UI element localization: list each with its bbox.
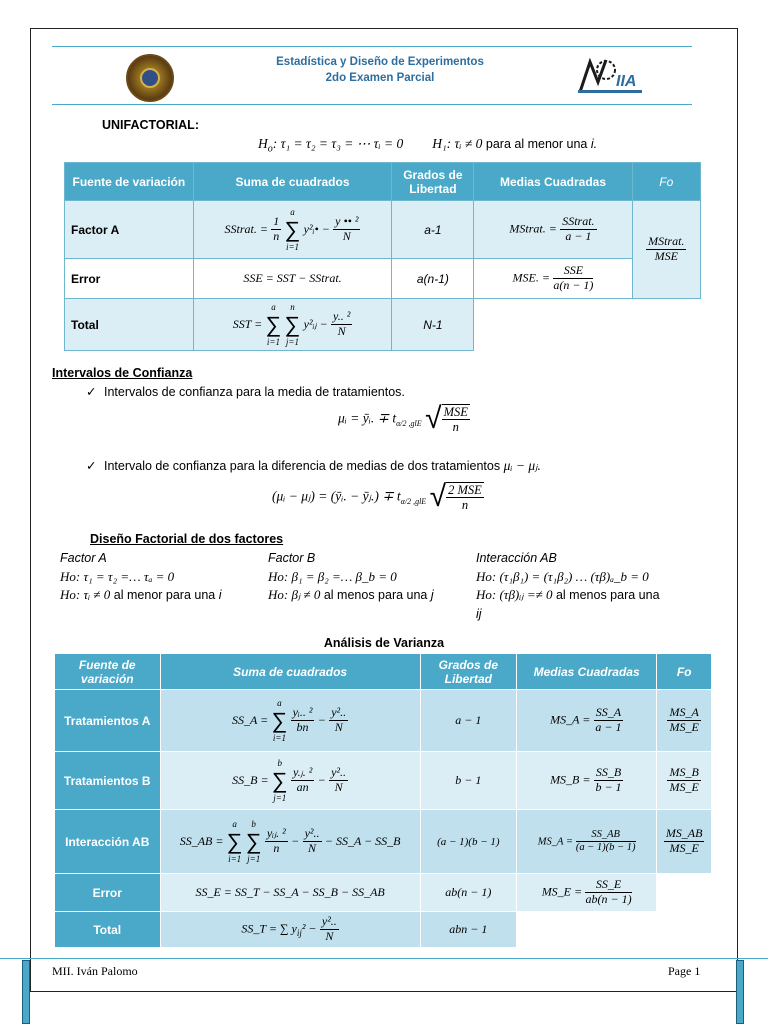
h0-equation: : τ₁ = τ₂ = τ₃ = ⋯ τᵢ = 0 [272,136,404,151]
t1-ss-error: SSE = SST − SStrat. [193,259,392,299]
interaction-h0: Ho: (τ₁β₁) = (τ₁β₂) … (τβ)ₐ_b = 0 [476,569,649,584]
interaction-h1: Ho: (τβ)ᵢⱼ =≠ 0 al menos para una [476,587,660,602]
header-subtitle: 2do Examen Parcial [325,72,435,84]
intervalos-item1: ✓ Intervalos de confianza para la media de tratamientos. [86,385,405,399]
t2-header-grados: Grados de Libertad [420,654,516,690]
t1-header-fo: Fo [632,163,701,201]
intervalos-formula2: (μᵢ − μⱼ) = (ȳᵢ. − ȳⱼ.) ∓ $t_{\alpha/2 ,glE}$ √ $\frac{\text{2 MSE}}{n}$ [272,480,482,513]
t1-ss-factor: SStrat. = $\frac{1}{n}$ a ∑ i=1 y²ᵢ• − $\frac{\text{y •• ²}}{N}$ [193,201,392,259]
factor-a-h0: Ho: τ₁ = τ₂ =… τₐ = 0 [60,569,175,584]
t1-row-error [65,259,701,299]
logo-text: IIA [616,73,637,90]
checkmark-icon: ✓ [86,459,97,473]
t1-gl-error: a(n-1) [392,259,474,299]
checkmark-icon: ✓ [86,385,97,399]
h0-symbol: H [258,136,268,151]
interaction-h1-var: ij [476,607,482,621]
header-top-rule [52,46,692,47]
header-bottom-rule [52,104,692,105]
anova-table-unifactorial [64,162,701,351]
t2-ss-error: SS_E = SS_T − SS_A − SS_B − SS_AB [160,874,420,912]
intervalos-formula1: μᵢ = ȳᵢ. ∓ $t_{\alpha/2 ,glE}$ √ $\frac{\text{MSE}}{n}$ [338,402,468,435]
factor-b-h1: Ho: βⱼ ≠ 0 al menos para una j [268,587,434,602]
iia-logo [576,52,648,96]
t1-header-medias: Medias Cuadradas [474,163,632,201]
t1-fo: $\frac{\text{MStrat.}}{\text{MSE}}$ [632,201,701,299]
t1-mc-error: MSE. = $\frac{\text{SSE}}{a(n - 1)}$ [474,259,632,299]
unifactorial-hypotheses: $H_o$: τ₁ = τ₂ = τ₃ = ⋯ τᵢ = 0 H₁: τᵢ ≠ 0 para al menor una i. [258,136,598,155]
h1-text: para al menor una [485,137,588,151]
intervalos-item2: ✓ Intervalo de confianza para la diferencia de medias de dos tratamientos μᵢ − μⱼ. [86,458,541,473]
interaction-title: Interacción AB [476,551,557,565]
t2-gl-ab: (a − 1)(b − 1) [420,810,516,874]
t1-gl-total: N-1 [392,299,474,351]
t1-header-grados: Grados de Libertad [392,163,474,201]
t2-ss-b: SS_B = b ∑ j=1 $\frac{\text{y.ⱼ. ²}}{an}$ − $\frac{\text{y²..}}{N}$ [160,752,420,810]
t2-fo-ab: $\frac{MS\_AB}{MS\_E}$ [657,810,712,874]
t2-row-a [55,690,712,752]
anova-title: Análisis de Varianza [323,636,445,650]
factorial-heading: Diseño Factorial de dos factores [90,532,284,546]
footer-page-number: Page 1 [668,964,701,978]
t1-gl-factor: a-1 [392,201,474,259]
university-seal-logo [126,54,174,102]
t2-ss-a: SS_A = a ∑ i=1 $\frac{\text{yᵢ.. ²}}{bn}$ − $\frac{\text{y²..}}{N}$ [160,690,420,752]
t2-mc-error: MS_E = $\frac{SS\_E}{ab(n - 1)}$ [516,874,656,912]
t2-header-fo: Fo [657,654,712,690]
t2-mc-b: MS_B = $\frac{SS\_B}{b - 1}$ [516,752,656,810]
t1-row-total [65,299,701,351]
t2-gl-total: abn − 1 [420,912,516,948]
t2-fuente-error: Error [55,874,161,912]
t2-header-medias: Medias Cuadradas [516,654,656,690]
t2-gl-a: a − 1 [420,690,516,752]
factor-b-h0: Ho: β₁ = β₂ =… β_b = 0 [268,569,397,584]
t2-gl-b: b − 1 [420,752,516,810]
t1-fuente-factor: Factor A [65,201,194,259]
t1-row-factor [65,201,701,259]
intervalos-heading: Intervalos de Confianza [52,366,193,380]
t2-fo-b: $\frac{MS\_B}{MS\_E}$ [657,752,712,810]
t2-fuente-ab: Interacción AB [55,810,161,874]
t2-header-fuente: Fuente de variación [55,654,161,690]
t1-ss-total: SST = a ∑ i=1 n ∑ j=1 y²ᵢⱼ − $\frac{\text{y.. ²}}{N}$ [193,299,392,351]
t2-fuente-a: Tratamientos A [55,690,161,752]
t2-ss-ab: SS_AB = a ∑ i=1 b ∑ j=1 $\frac{\text{yᵢⱼ. ²}}{n}$ − $\frac{\text{y²..}}{N}$ − SS_A − SS_B [160,810,420,874]
t2-row-ab [55,810,712,874]
t1-fuente-error: Error [65,259,194,299]
footer-author: MII. Iván Palomo [52,964,138,978]
factor-a-h1: Ho: τᵢ ≠ 0 al menor para una i [60,587,222,602]
t2-fuente-b: Tratamientos B [55,752,161,810]
t2-row-total [55,912,712,948]
h1-var: i. [590,137,598,151]
t2-fuente-total: Total [55,912,161,948]
t2-fo-a: $\frac{MS\_A}{MS\_E}$ [657,690,712,752]
t1-fuente-total: Total [65,299,194,351]
header-title: Estadística y Diseño de Experimentos [276,56,484,68]
t1-header-fuente: Fuente de variación [65,163,194,201]
t2-gl-error: ab(n − 1) [420,874,516,912]
anova-table-factorial [54,653,712,948]
t2-ss-total: SS_T = ∑ $y_{ij}^2$ − $\frac{\text{y²..}}{N}$ [160,912,420,948]
footer-right-bar [736,960,744,1024]
factor-b-title: Factor B [268,551,316,565]
t1-header-suma: Suma de cuadrados [193,163,392,201]
t1-mc-factor: MStrat. = $\frac{\text{SStrat.}}{a - 1}$ [474,201,632,259]
t2-row-b [55,752,712,810]
t2-mc-ab: MS_A = $\frac{SS\_AB}{(a - 1)(b - 1)}$ [516,810,656,874]
h1-equation: H₁: τᵢ ≠ 0 [432,136,483,151]
footer-left-bar [22,960,30,1024]
unifactorial-heading: UNIFACTORIAL: [102,118,199,132]
footer-rule [0,958,768,959]
t2-row-error [55,874,712,912]
t2-mc-a: MS_A = $\frac{SS\_A}{a - 1}$ [516,690,656,752]
t2-header-suma: Suma de cuadrados [160,654,420,690]
factor-a-title: Factor A [60,551,107,565]
